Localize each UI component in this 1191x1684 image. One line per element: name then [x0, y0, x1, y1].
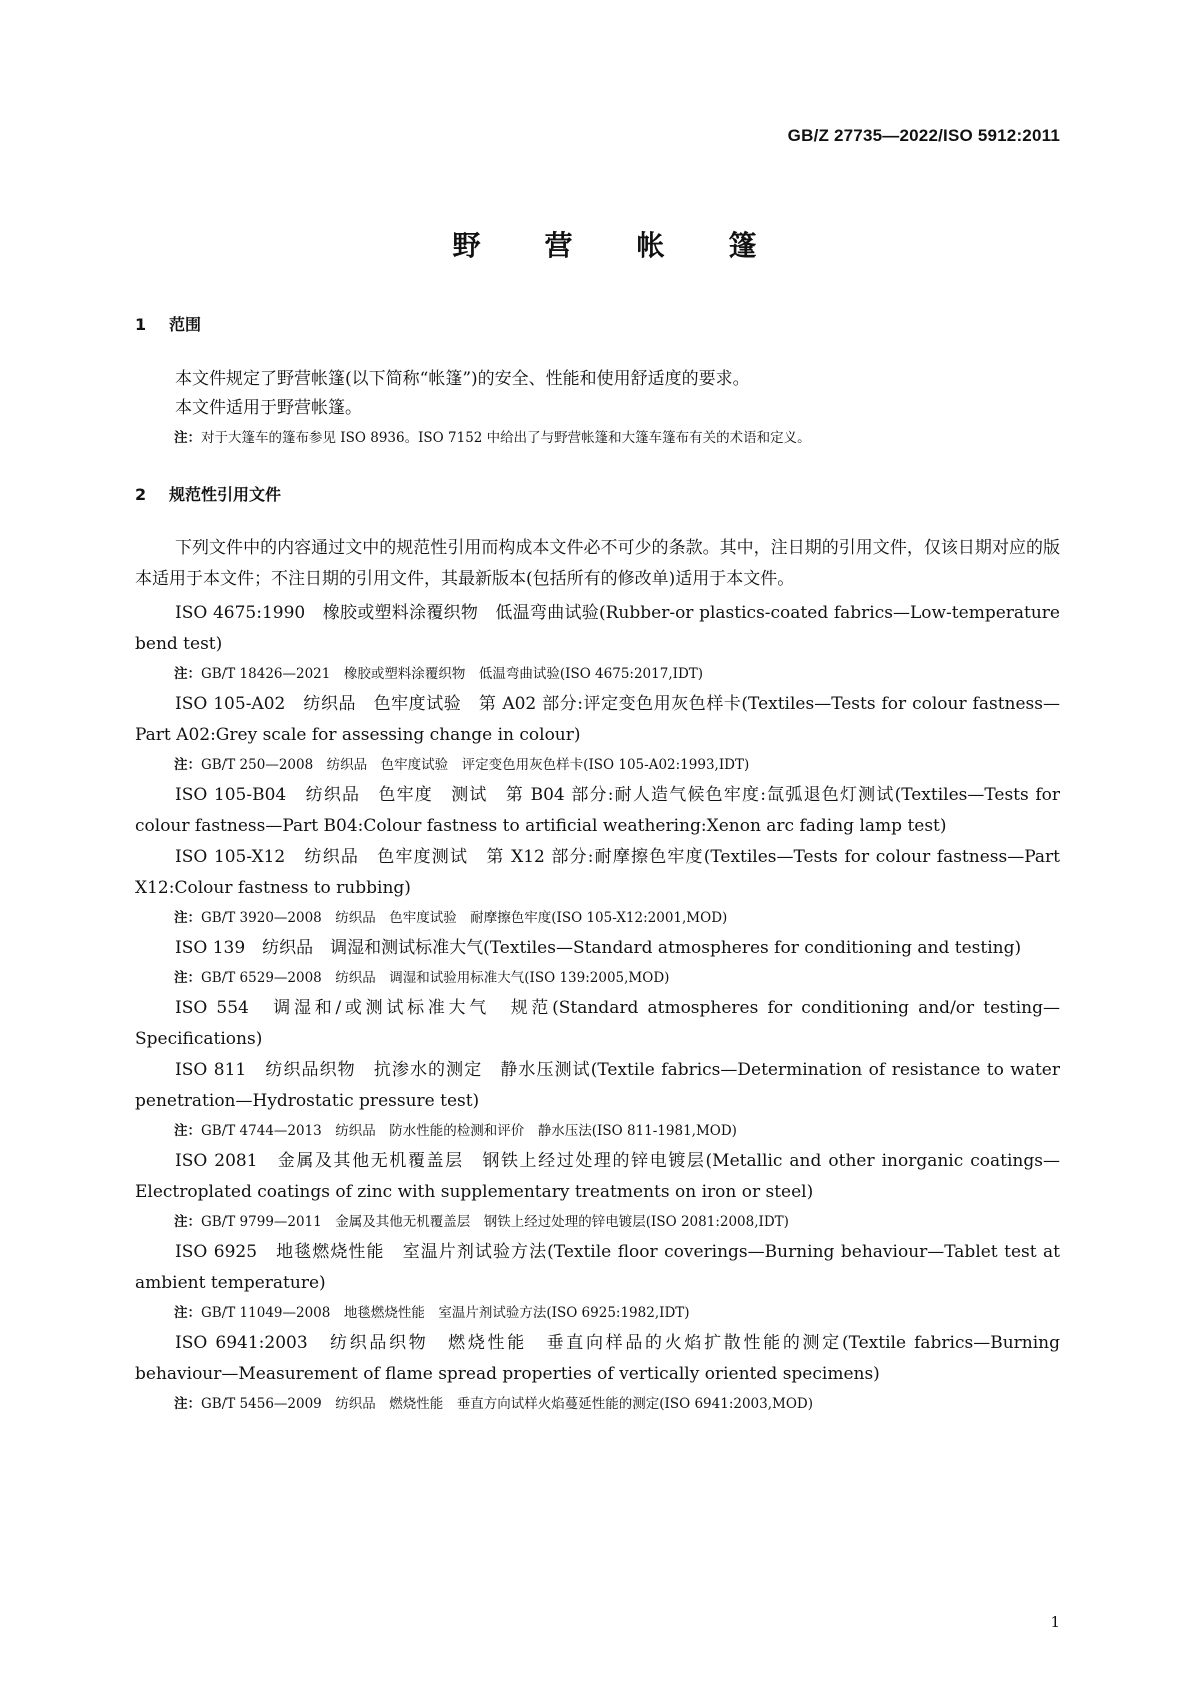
reference-note	[135, 1390, 1060, 1419]
reference-iso-139: ISO 139 纺织品 调湿和测试标准大气(Textiles—Standard atmospheres for conditioning and testing)	[175, 938, 1022, 958]
section-2-number: 2	[135, 485, 147, 504]
reference-iso-4675: ISO 4675:1990 橡胶或塑料涂覆织物 低温弯曲试验(Rubber-or plastics-coated fabrics—Low-temperature bend test)	[135, 603, 1060, 654]
note-text: GB/T 3920—2008 纺织品 色牢度试验 耐摩擦色牢度(ISO 105-X12:2001,MOD)	[201, 910, 728, 926]
reference-note	[135, 1117, 1060, 1146]
reference-iso-105-x12: ISO 105-X12 纺织品 色牢度测试 第 X12 部分:耐摩擦色牢度(Textiles—Tests for colour fastness—Part X12:Colour fastness to rubbing)	[135, 847, 1060, 898]
standard-code: GB/Z 27735—2022/ISO 5912:2011	[787, 126, 1060, 145]
section-1-body	[135, 364, 1060, 453]
note-label: 注：	[174, 666, 201, 682]
page-number: 1	[1050, 1613, 1060, 1631]
scope-note	[135, 424, 1060, 453]
reference-note	[135, 660, 1060, 689]
reference-note	[135, 1208, 1060, 1237]
note-text: GB/T 9799—2011 金属及其他无机覆盖层 钢铁上经过处理的锌电镀层(ISO 2081:2008,IDT)	[201, 1214, 789, 1230]
scope-paragraph-1: 本文件规定了野营帐篷(以下简称“帐篷”)的安全、性能和使用舒适度的要求。	[175, 369, 750, 389]
reference-note	[135, 964, 1060, 993]
note-label: 注：	[174, 1123, 201, 1139]
note-text: GB/T 6529—2008 纺织品 调湿和试验用标准大气(ISO 139:2005,MOD)	[201, 970, 670, 986]
note-text: GB/T 5456—2009 纺织品 燃烧性能 垂直方向试样火焰蔓延性能的测定(ISO 6941:2003,MOD)	[201, 1396, 814, 1412]
reference-iso-554: ISO 554 调湿和/或测试标准大气 规范(Standard atmospheres for conditioning and/or testing—Specifications)	[135, 998, 1060, 1049]
note-label: 注：	[174, 910, 201, 926]
note-label: 注：	[174, 757, 201, 773]
normative-intro: 下列文件中的内容通过文中的规范性引用而构成本文件必不可少的条款。其中，注日期的引用文件，仅该日期对应的版本适用于本文件；不注日期的引用文件，其最新版本(包括所有的修改单)适用于本文件。	[135, 538, 1060, 589]
note-text: GB/T 4744—2013 纺织品 防水性能的检测和评价 静水压法(ISO 811-1981,MOD)	[201, 1123, 737, 1139]
section-2-heading	[135, 482, 281, 505]
section-1-number: 1	[135, 315, 147, 334]
section-2-body	[135, 533, 1060, 1419]
reference-iso-105-a02: ISO 105-A02 纺织品 色牢度试验 第 A02 部分:评定变色用灰色样卡(Textiles—Tests for colour fastness—Part A02:Grey scale for assessing change in colour)	[135, 694, 1060, 745]
reference-note	[135, 1299, 1060, 1328]
note-text: GB/T 250—2008 纺织品 色牢度试验 评定变色用灰色样卡(ISO 105-A02:1993,IDT)	[201, 757, 750, 773]
note-text: 对于大篷车的篷布参见 ISO 8936。ISO 7152 中给出了与野营帐篷和大篷车篷布有关的术语和定义。	[201, 430, 811, 446]
document-title: 野 营 帐 篷	[452, 229, 775, 262]
note-text: GB/T 11049—2008 地毯燃烧性能 室温片剂试验方法(ISO 6925:1982,IDT)	[201, 1305, 690, 1321]
section-1-heading	[135, 312, 201, 335]
note-label: 注：	[174, 430, 201, 446]
reference-iso-6925: ISO 6925 地毯燃烧性能 室温片剂试验方法(Textile floor coverings—Burning behaviour—Tablet test at ambient temperature)	[135, 1242, 1060, 1293]
scope-paragraph-2: 本文件适用于野营帐篷。	[175, 398, 362, 418]
reference-note	[135, 904, 1060, 933]
note-label: 注：	[174, 970, 201, 986]
note-label: 注：	[174, 1396, 201, 1412]
reference-note	[135, 751, 1060, 780]
note-text: GB/T 18426—2021 橡胶或塑料涂覆织物 低温弯曲试验(ISO 4675:2017,IDT)	[201, 666, 704, 682]
section-1-title: 范围	[169, 315, 202, 334]
reference-iso-811: ISO 811 纺织品织物 抗渗水的测定 静水压测试(Textile fabrics—Determination of resistance to water penetration—Hydrostatic pressure test)	[135, 1060, 1060, 1111]
reference-iso-105-b04: ISO 105-B04 纺织品 色牢度 测试 第 B04 部分:耐人造气候色牢度:氙弧退色灯测试(Textiles—Tests for colour fastness—Part B04:Colour fastness to artificial weathering:Xenon arc fading lamp test)	[135, 785, 1060, 836]
section-2-title: 规范性引用文件	[169, 485, 282, 504]
note-label: 注：	[174, 1214, 201, 1230]
reference-iso-6941: ISO 6941:2003 纺织品织物 燃烧性能 垂直向样品的火焰扩散性能的测定(Textile fabrics—Burning behaviour—Measurement of flame spread properties of vertically oriented specimens)	[135, 1333, 1060, 1384]
reference-iso-2081: ISO 2081 金属及其他无机覆盖层 钢铁上经过处理的锌电镀层(Metallic and other inorganic coatings—Electroplated coatings of zinc with supplementary treatments on iron or steel)	[135, 1151, 1060, 1202]
note-label: 注：	[174, 1305, 201, 1321]
